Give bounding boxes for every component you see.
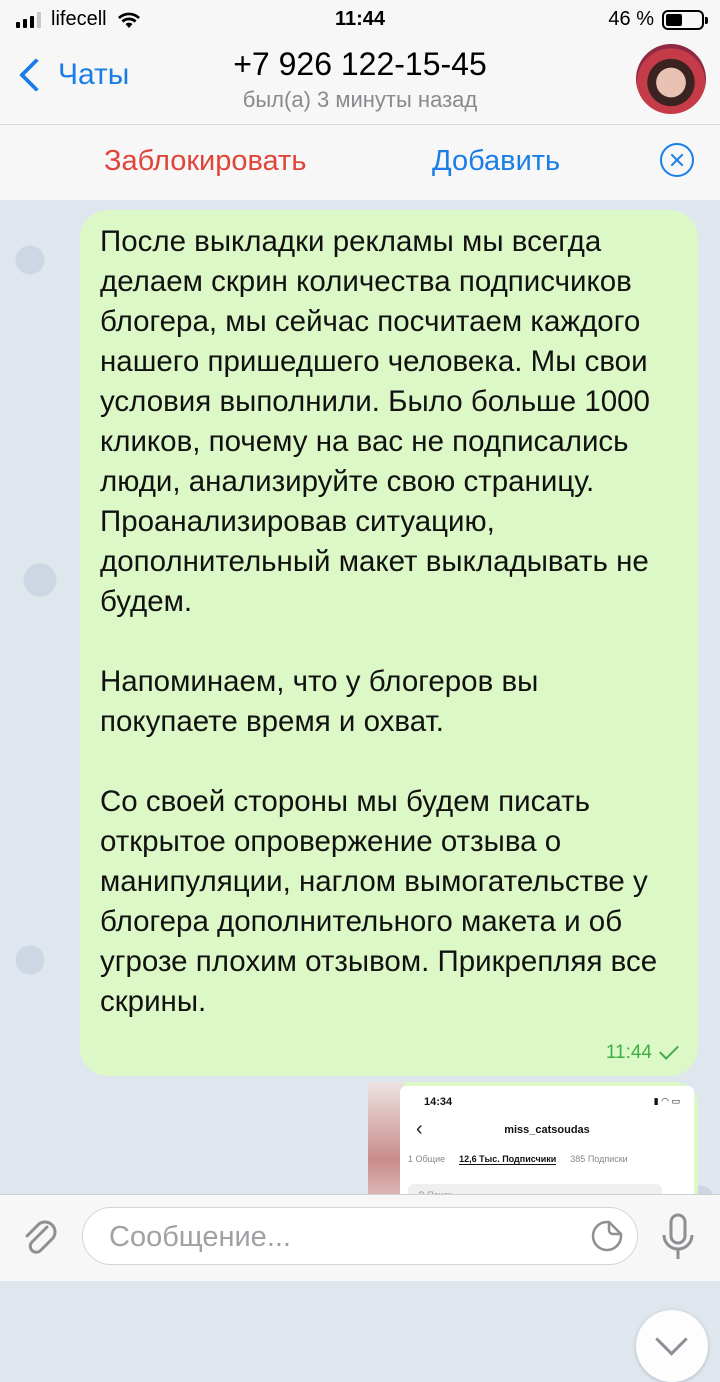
message-paragraph: Со своей стороны мы будем писать открытое опровержение отзыва о манипуляции, наглом вымогательстве у блогера дополнительного макета и об угрозе плохим отзывом. Прикрепляя все скрины. [100, 785, 658, 1018]
attachment-tab: 385 Подписки [570, 1154, 628, 1164]
message-field[interactable] [82, 1207, 638, 1265]
chevron-left-icon [19, 58, 53, 92]
back-button[interactable] [12, 58, 129, 92]
add-contact-button[interactable]: Добавить [432, 145, 561, 177]
message-paragraph: После выкладки рекламы мы всегда делаем скрин количества подписчиков блогера, мы сейчас посчитаем каждого нашего пришедшего человека. Мы свои условия выполнили. Было больше 1000 кликов, почему на вас не подписались люди, анализируйте свою страницу. Проанализировав ситуацию, дополнительный макет выкладывать не будем. [100, 225, 650, 618]
battery-icon [662, 10, 704, 30]
carrier-name: lifecell [51, 8, 107, 30]
contact-action-bar [0, 124, 720, 202]
attachment-username: miss_catsoudas [504, 1124, 590, 1136]
check-icon [659, 1040, 679, 1060]
sticker-icon[interactable] [591, 1220, 623, 1252]
attachment-time: 14:34 [424, 1096, 453, 1108]
status-bar [0, 0, 720, 40]
message-input[interactable] [107, 1217, 581, 1257]
attachment-tab: 1 Общие [408, 1154, 446, 1164]
message-time: 11:44 [605, 1042, 652, 1063]
top-bar [0, 0, 720, 124]
scroll-down-button[interactable] [636, 1310, 708, 1382]
image-attachment[interactable] [368, 1082, 698, 1212]
attachment-edge [368, 1082, 404, 1212]
last-seen: был(а) 3 минуты назад [242, 87, 478, 112]
close-icon[interactable] [660, 143, 694, 177]
back-label: Чаты [58, 58, 130, 91]
message-meta [606, 1042, 678, 1064]
chat-title[interactable] [160, 46, 560, 113]
contact-phone: +7 926 122-15-45 [233, 46, 487, 82]
battery-percent: 46 % [608, 8, 654, 30]
message-bubble[interactable] [80, 210, 698, 1076]
chat-area[interactable] [0, 200, 720, 1194]
attachment-tab: 12,6 Тыс. Подписчики [459, 1154, 557, 1164]
attachment-tabs [408, 1154, 628, 1165]
message-paragraph: Напоминаем, что у блогеров вы покупаете время и охват. [100, 665, 539, 738]
block-button[interactable]: Заблокировать [104, 145, 307, 177]
paperclip-icon[interactable] [20, 1215, 60, 1259]
composer-bar [0, 1194, 720, 1281]
avatar[interactable] [636, 44, 706, 114]
attachment-back-icon: ‹ [416, 1118, 423, 1140]
microphone-icon[interactable] [658, 1211, 698, 1267]
status-time: 11:44 [334, 8, 386, 30]
attachment-status-icons: ▮ ◠ ▭ [653, 1096, 680, 1106]
